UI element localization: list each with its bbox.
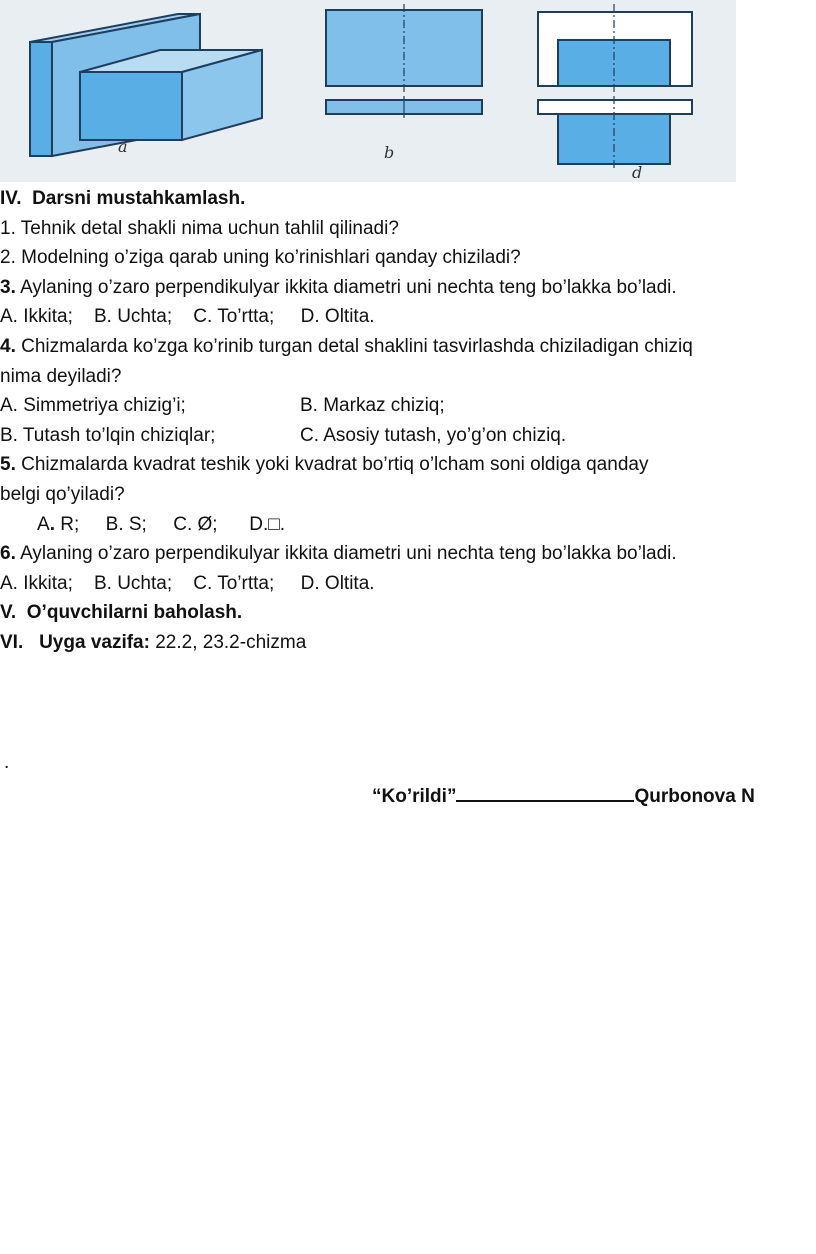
- question-6-options: [0, 569, 816, 599]
- seen-label: “Ko’rildi”: [372, 786, 457, 807]
- question-6: 6. Aylaning o’zaro perpendikulyar ikkita diametri uni nechta teng bo’lakka bo’ladi.: [0, 543, 677, 565]
- stray-dot: .: [4, 752, 10, 773]
- figure-b-views: [326, 4, 482, 118]
- question-2: 2. Modelning o’ziga qarab uning ko’rinishlari qanday chiziladi?: [0, 247, 521, 269]
- option-b: B. S;: [105, 513, 147, 535]
- option-b: B. Uchta;: [93, 572, 173, 594]
- section-v-heading: V. O’quvchilarni baholash.: [0, 602, 243, 624]
- lesson-content: [0, 184, 816, 658]
- question-5: 5. Chizmalarda kvadrat teshik yoki kvadrat bo’rtiq o’lcham soni oldiga qanday: [0, 454, 649, 476]
- question-4-cont: nima deyiladi?: [0, 365, 122, 387]
- option-a: A. Simmetriya chizig’i;: [0, 395, 186, 417]
- option-b: B. Markaz chiziq;: [300, 395, 445, 417]
- section-iv-heading: IV. Darsni mustahkamlash.: [0, 188, 246, 209]
- option-d: D.□.: [249, 513, 286, 535]
- question-3: 3. Aylaning o’zaro perpendikulyar ikkita diametri uni nechta teng bo’lakka bo’ladi.: [0, 276, 677, 298]
- option-c: C. To’rtta;: [193, 306, 275, 328]
- option-c: C. Ø;: [173, 513, 218, 535]
- question-5-options: [0, 510, 816, 540]
- signature-line: [372, 780, 755, 808]
- technical-drawing-figure: [0, 0, 736, 182]
- question-4-options-row1: [0, 391, 816, 421]
- option-c: C. To’rtta;: [193, 572, 275, 594]
- option-a: A. R;: [37, 513, 80, 535]
- question-4: 4. Chizmalarda ko’zga ko’rinib turgan detal shaklini tasvirlashda chiziladigan chiziq: [0, 335, 693, 357]
- signer-name: Qurbonova N: [634, 786, 755, 807]
- question-1: 1. Tehnik detal shakli nima uchun tahlil qilinadi?: [0, 217, 399, 239]
- option-d: D. Oltita.: [300, 306, 375, 328]
- figure-label-d: d: [632, 163, 643, 182]
- section-vi-heading: VI. Uyga vazifa: 22.2, 23.2-chizma: [0, 631, 307, 653]
- figure-label-b: b: [384, 143, 395, 162]
- option-a: A. Ikkita;: [0, 306, 73, 328]
- option-b: B. Uchta;: [93, 306, 173, 328]
- figure-d-views: [538, 4, 692, 170]
- option-d: D. Oltita.: [300, 572, 375, 594]
- question-5-cont: belgi qo’yiladi?: [0, 483, 125, 505]
- option-b2: B. Tutash to’lqin chiziqlar;: [0, 424, 216, 446]
- question-4-options-row2: [0, 421, 816, 451]
- signature-blank: [456, 780, 634, 802]
- question-3-options: [0, 302, 816, 332]
- figure-label-a: a: [118, 137, 128, 156]
- option-c: C. Asosiy tutash, yo’g’on chiziq.: [300, 424, 567, 446]
- option-a: A. Ikkita;: [0, 572, 73, 594]
